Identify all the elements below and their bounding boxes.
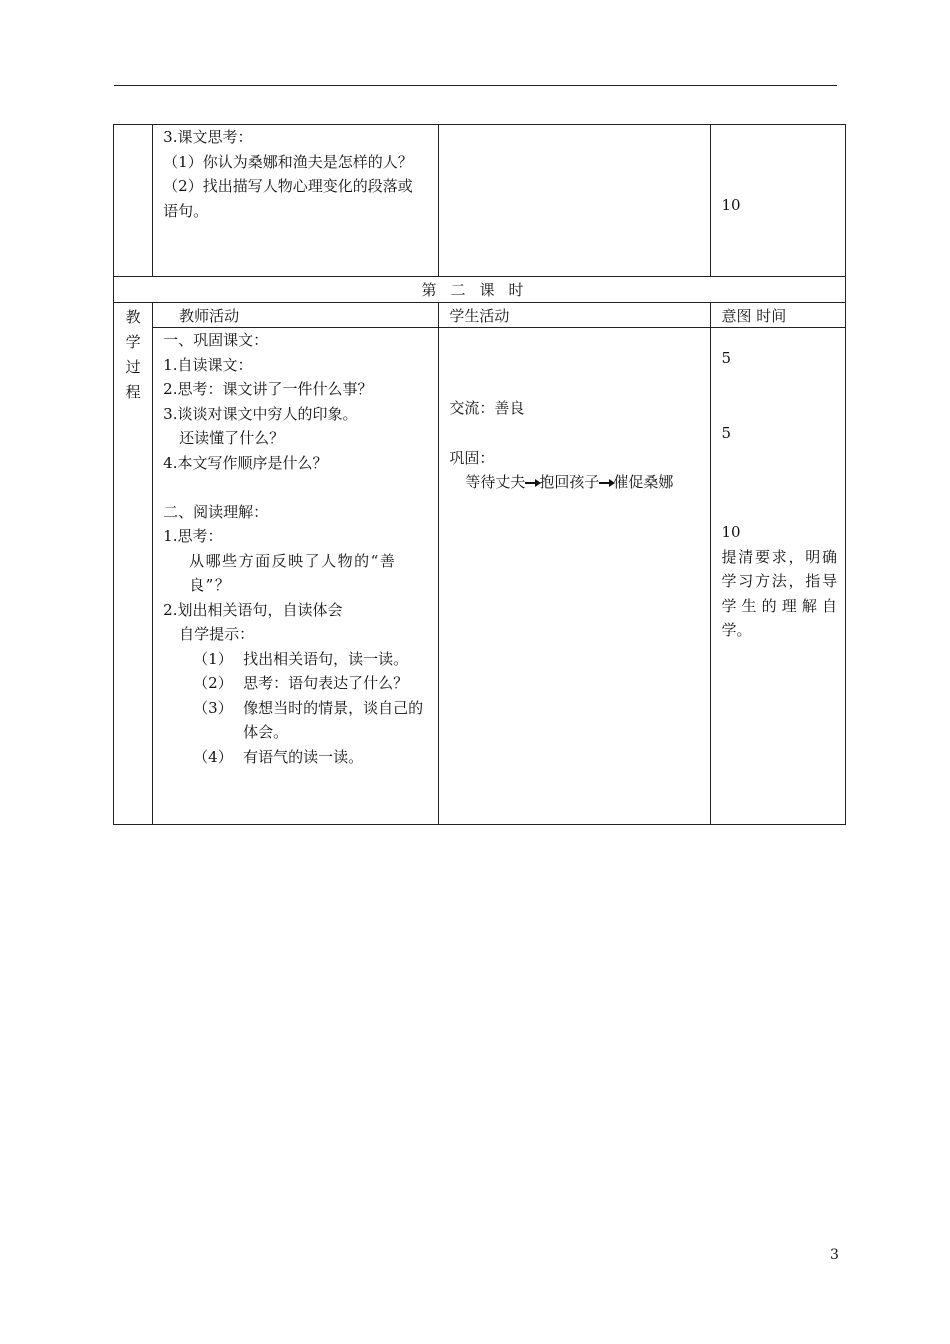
tip-item-2: [153, 671, 438, 696]
tips-label: 自学提示：: [179, 625, 255, 643]
teacher-header-text: 教师活动: [179, 306, 240, 325]
teacher-item-3: 3.谈谈对课文中穷人的印象。: [163, 404, 358, 423]
arrow-right-icon: [525, 482, 539, 484]
teacher-activity-cell: [153, 328, 439, 825]
part1-empty-cell: [114, 125, 153, 277]
header-row: [114, 303, 846, 328]
part1-student-cell: [439, 125, 711, 277]
section-title-row: [114, 277, 846, 303]
part1-line-1: 3.课文思考：: [163, 128, 253, 146]
intent-time-cell: [711, 328, 846, 825]
tip-text-1: 找出相关语句，读一读。: [243, 649, 409, 668]
process-char-2: 学: [125, 333, 141, 351]
tip-num-3: （3）: [193, 698, 233, 717]
intent-time-header: [711, 303, 846, 328]
student-consolidate: 巩固：: [449, 448, 495, 467]
student-header: [439, 303, 711, 328]
sequence-step-2: 抱回孩子: [539, 473, 600, 491]
process-char-4: 程: [125, 383, 141, 401]
lesson-plan-table: [113, 124, 846, 825]
header-rule: [114, 85, 837, 86]
intent-time-header-text: 意图 时间: [721, 306, 787, 325]
student-header-text: 学生活动: [449, 306, 510, 325]
process-char-3: 过: [125, 358, 141, 376]
time-3: 10: [721, 523, 741, 541]
tip-item-3: [153, 696, 438, 745]
process-char-1: 教: [125, 308, 141, 326]
teacher-item-2: 2.思考：课文讲了一件什么事？: [163, 380, 373, 398]
part1-time-cell: [711, 125, 846, 277]
page-number: 3: [830, 1247, 839, 1263]
time-2: 5: [721, 423, 731, 442]
part1-row: [114, 125, 846, 277]
tip-text-3: 像想当时的情景，谈自己的体会。: [243, 698, 424, 741]
tip-text-2: 思考：语句表达了什么？: [243, 674, 409, 692]
process-label-cell: [114, 303, 153, 825]
part1-time: 10: [721, 196, 741, 214]
content-row: [114, 328, 846, 825]
tip-text-4: 有语气的读一读。: [243, 747, 364, 766]
mark-label: 2.划出相关语句，自读体会: [163, 600, 343, 619]
intent-note: 提清要求，明确学习方法，指导学生的理解自学。: [721, 547, 837, 639]
part1-line-3: （2）找出描写人物心理变化的段落或: [163, 177, 413, 195]
consolidate-title: 一、巩固课文：: [163, 331, 269, 349]
sequence-step-3: 催促桑娜: [613, 473, 674, 491]
reading-title: 二、阅读理解：: [163, 502, 269, 521]
tip-item-4: [153, 745, 438, 770]
tip-item-1: [153, 647, 438, 672]
teacher-header: [153, 303, 439, 328]
part1-teacher-cell: [153, 125, 439, 277]
teacher-item-3-cont: 还读懂了什么？: [179, 429, 285, 447]
tip-num-4: （4）: [193, 747, 233, 766]
tip-num-1: （1）: [193, 649, 233, 668]
student-exchange: 交流：善良: [449, 399, 525, 417]
student-activity-cell: [439, 328, 711, 825]
sequence-step-1: 等待丈夫: [465, 473, 526, 491]
arrow-right-icon: [599, 482, 613, 484]
think-question: 从哪些方面反映了人物的“善良”？: [189, 551, 397, 594]
section-title: 第二课时: [114, 277, 846, 303]
teacher-item-4: 4.本文写作顺序是什么？: [163, 453, 328, 472]
teacher-item-1: 1.自读课文：: [163, 355, 253, 374]
tip-num-2: （2）: [193, 674, 233, 692]
spacer: [153, 475, 438, 500]
student-sequence: [439, 470, 710, 495]
think-label: 1.思考：: [163, 527, 223, 545]
time-1: 5: [721, 349, 731, 367]
part1-line-2: （1）你认为桑娜和渔夫是怎样的人？: [163, 152, 413, 171]
part1-line-4: 语句。: [163, 201, 209, 220]
